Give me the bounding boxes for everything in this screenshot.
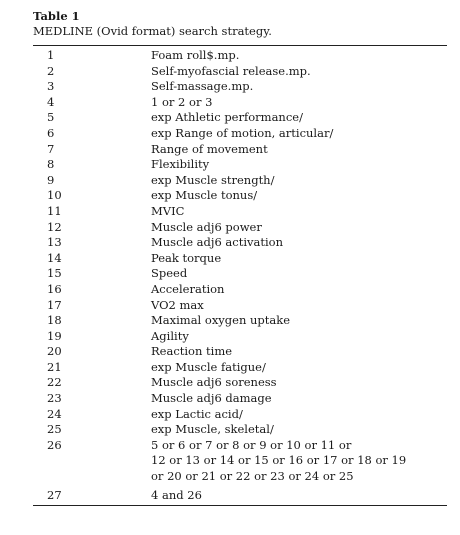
row-number: 12 <box>47 219 62 234</box>
search-term <box>143 251 447 267</box>
search-term-line: exp Muscle, skeletal/ <box>151 422 274 437</box>
search-term <box>143 407 447 423</box>
search-term-line: exp Range of motion, articular/ <box>151 125 334 140</box>
search-term <box>143 142 447 158</box>
search-term <box>143 79 447 95</box>
search-term-line: Range of movement <box>151 141 268 156</box>
row-number: 1 <box>47 48 55 62</box>
search-term-line: Flexibility <box>151 157 210 172</box>
row-number: 21 <box>47 359 62 374</box>
row-number: 16 <box>47 281 62 296</box>
table-row <box>33 422 447 438</box>
search-term <box>143 110 447 126</box>
search-term <box>143 391 447 407</box>
row-number: 27 <box>47 487 62 502</box>
row-number: 6 <box>47 125 55 140</box>
search-term-line: Peak torque <box>151 250 222 265</box>
search-term <box>143 64 447 80</box>
search-term-line: Self-myofascial release.mp. <box>151 63 311 78</box>
table-body <box>33 46 447 505</box>
row-number: 8 <box>47 157 55 172</box>
table-caption: MEDLINE (Ovid format) search strategy. <box>33 24 272 38</box>
row-number: 5 <box>47 110 55 125</box>
search-term <box>143 298 447 314</box>
table-row <box>33 329 447 345</box>
search-term-line: exp Muscle fatigue/ <box>151 359 266 374</box>
table-row <box>33 488 447 504</box>
search-term <box>143 126 447 142</box>
table-row <box>33 407 447 423</box>
search-term <box>143 95 447 111</box>
table-row <box>33 110 447 126</box>
search-term-line: Self-massage.mp. <box>151 79 254 94</box>
search-term-line: 12 or 13 or 14 or 15 or 16 or 17 or 18 or 19 <box>151 453 407 468</box>
search-term <box>143 313 447 329</box>
search-term-line: Muscle adj6 damage <box>151 391 272 406</box>
search-term-line: Muscle adj6 activation <box>151 235 283 250</box>
table-row <box>33 188 447 204</box>
search-term <box>143 438 447 485</box>
table-row <box>33 95 447 111</box>
search-term-line: Reaction time <box>151 344 233 359</box>
search-term-line: 5 or 6 or 7 or 8 or 9 or 10 or 11 or <box>151 437 352 452</box>
row-number: 10 <box>47 188 62 203</box>
table-row <box>33 48 447 64</box>
table-row <box>33 142 447 158</box>
row-number: 25 <box>47 422 62 437</box>
search-term <box>143 188 447 204</box>
table-row <box>33 282 447 298</box>
search-term-line: Agility <box>151 328 189 343</box>
table-row <box>33 220 447 236</box>
table-row <box>33 375 447 391</box>
table-row <box>33 173 447 189</box>
search-term <box>143 488 447 504</box>
search-term <box>143 235 447 251</box>
table-row <box>33 344 447 360</box>
table-row <box>33 360 447 376</box>
search-term <box>143 360 447 376</box>
table-row <box>33 391 447 407</box>
search-term <box>143 204 447 220</box>
search-term-line: MVIC <box>151 203 185 218</box>
search-term-line: Muscle adj6 power <box>151 219 262 234</box>
row-number: 22 <box>47 375 62 390</box>
row-number: 3 <box>47 79 55 94</box>
search-term-line: exp Muscle strength/ <box>151 172 275 187</box>
row-number: 4 <box>47 94 55 109</box>
search-term-line: Foam roll$.mp. <box>151 48 240 62</box>
row-number: 13 <box>47 235 62 250</box>
row-number: 9 <box>47 172 55 187</box>
search-term-line: 4 and 26 <box>151 487 202 502</box>
row-number: 20 <box>47 344 62 359</box>
row-number: 14 <box>47 250 62 265</box>
row-number: 19 <box>47 328 62 343</box>
search-term <box>143 220 447 236</box>
row-number: 7 <box>47 141 55 156</box>
row-number: 24 <box>47 406 62 421</box>
table-row <box>33 64 447 80</box>
search-term-line: exp Athletic performance/ <box>151 110 303 125</box>
search-term <box>143 375 447 391</box>
table-row <box>33 251 447 267</box>
search-term <box>143 48 447 64</box>
table-row <box>33 235 447 251</box>
table-label: Table 1 <box>33 9 80 23</box>
table-row <box>33 266 447 282</box>
table-row <box>33 157 447 173</box>
row-number: 2 <box>47 63 55 78</box>
search-term-line: VO2 max <box>151 297 204 312</box>
row-number: 26 <box>47 437 62 452</box>
table-row <box>33 313 447 329</box>
search-term-line: Speed <box>151 266 188 281</box>
bottom-rule <box>33 505 447 506</box>
search-term <box>143 329 447 345</box>
search-term <box>143 157 447 173</box>
search-term <box>143 344 447 360</box>
search-term-line: Muscle adj6 soreness <box>151 375 277 390</box>
search-term-line: or 20 or 21 or 22 or 23 or 24 or 25 <box>151 469 354 484</box>
row-number: 15 <box>47 266 62 281</box>
search-term-line: Maximal oxygen uptake <box>151 313 291 328</box>
search-strategy-table <box>33 9 447 506</box>
row-number: 18 <box>47 313 62 328</box>
row-number: 11 <box>47 203 62 218</box>
search-term-line: Acceleration <box>151 281 225 296</box>
row-number: 23 <box>47 391 62 406</box>
table-row <box>33 204 447 220</box>
table-row <box>33 79 447 95</box>
table-row <box>33 298 447 314</box>
search-term <box>143 266 447 282</box>
search-term <box>143 173 447 189</box>
search-term <box>143 422 447 438</box>
search-term-line: 1 or 2 or 3 <box>151 94 213 109</box>
row-number: 17 <box>47 297 62 312</box>
search-term <box>143 282 447 298</box>
search-term-line: exp Lactic acid/ <box>151 406 243 421</box>
search-term-line: exp Muscle tonus/ <box>151 188 258 203</box>
table-row <box>33 438 447 485</box>
table-row <box>33 126 447 142</box>
